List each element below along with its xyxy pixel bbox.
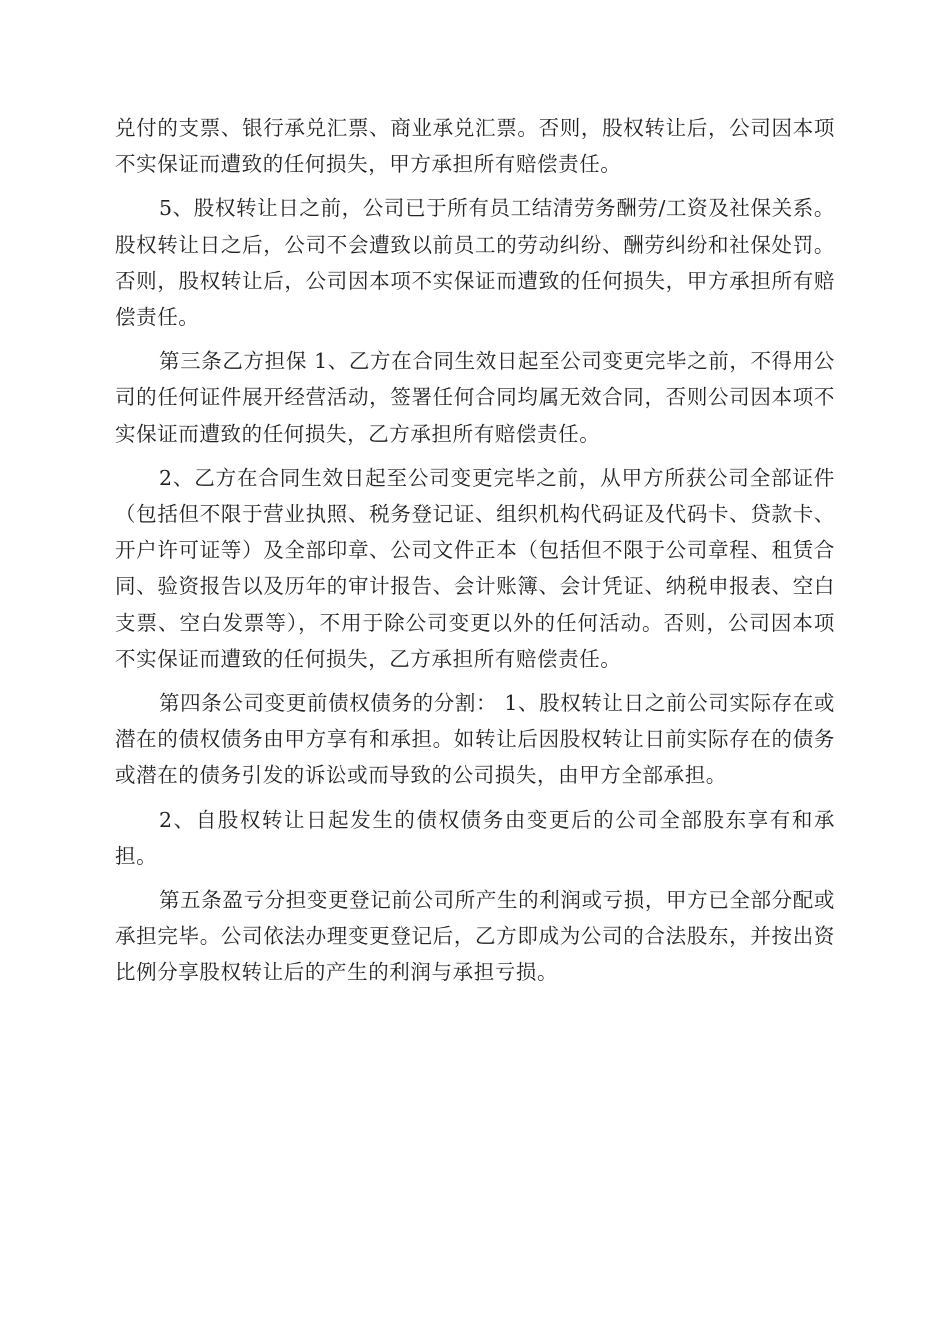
document-body [115, 110, 835, 999]
paragraph-article-4-item-2: 2、自股权转让日起发生的债权债务由变更后的公司全部股东享有和承担。 [115, 807, 835, 868]
paragraph-continuation: 兑付的支票、银行承兑汇票、商业承兑汇票。否则，股权转让后，公司因本项不实保证而遭致的任何损失，甲方承担所有赔偿责任。 [115, 116, 835, 177]
paragraph-article-3: 第三条乙方担保 1、乙方在合同生效日起至公司变更完毕之前，不得用公司的任何证件展开经营活动，签署任何合同均属无效合同，否则公司因本项不实保证而遭致的任何损失，乙方承担所有赔偿责任。 [115, 349, 835, 446]
paragraph-article-4: 第四条公司变更前债权债务的分割： 1、股权转让日之前公司实际存在或潜在的债权债务由甲方享有和承担。如转让后因股权转让日前实际存在的债务或潜在的债务引发的诉讼或而导致的公司损失，由甲方全部承担。 [115, 691, 835, 788]
paragraph-article-5: 第五条盈亏分担变更登记前公司所产生的利润或亏损，甲方已全部分配或承担完毕。公司依法办理变更登记后，乙方即成为公司的合法股东，并按出资比例分享股权转让后的产生的利润与承担亏损。 [115, 888, 835, 985]
paragraph-article-3-item-2: 2、乙方在合同生效日起至公司变更完毕之前，从甲方所获公司全部证件（包括但不限于营业执照、税务登记证、组织机构代码证及代码卡、贷款卡、开户许可证等）及全部印章、公司文件正本（包括但不限于公司章程、租赁合同、验资报告以及历年的审计报告、会计账簿、会计凭证、纳税申报表、空白支票、空白发票等），不用于除公司变更以外的任何活动。否则，公司因本项不实保证而遭致的任何损失，乙方承担所有赔偿责任。 [115, 465, 835, 671]
paragraph-clause-5: 5、股权转让日之前，公司已于所有员工结清劳务酬劳/工资及社保关系。股权转让日之后，公司不会遭致以前员工的劳动纠纷、酬劳纠纷和社保处罚。否则，股权转让后，公司因本项不实保证而遭致的任何损失，甲方承担所有赔偿责任。 [115, 196, 835, 330]
